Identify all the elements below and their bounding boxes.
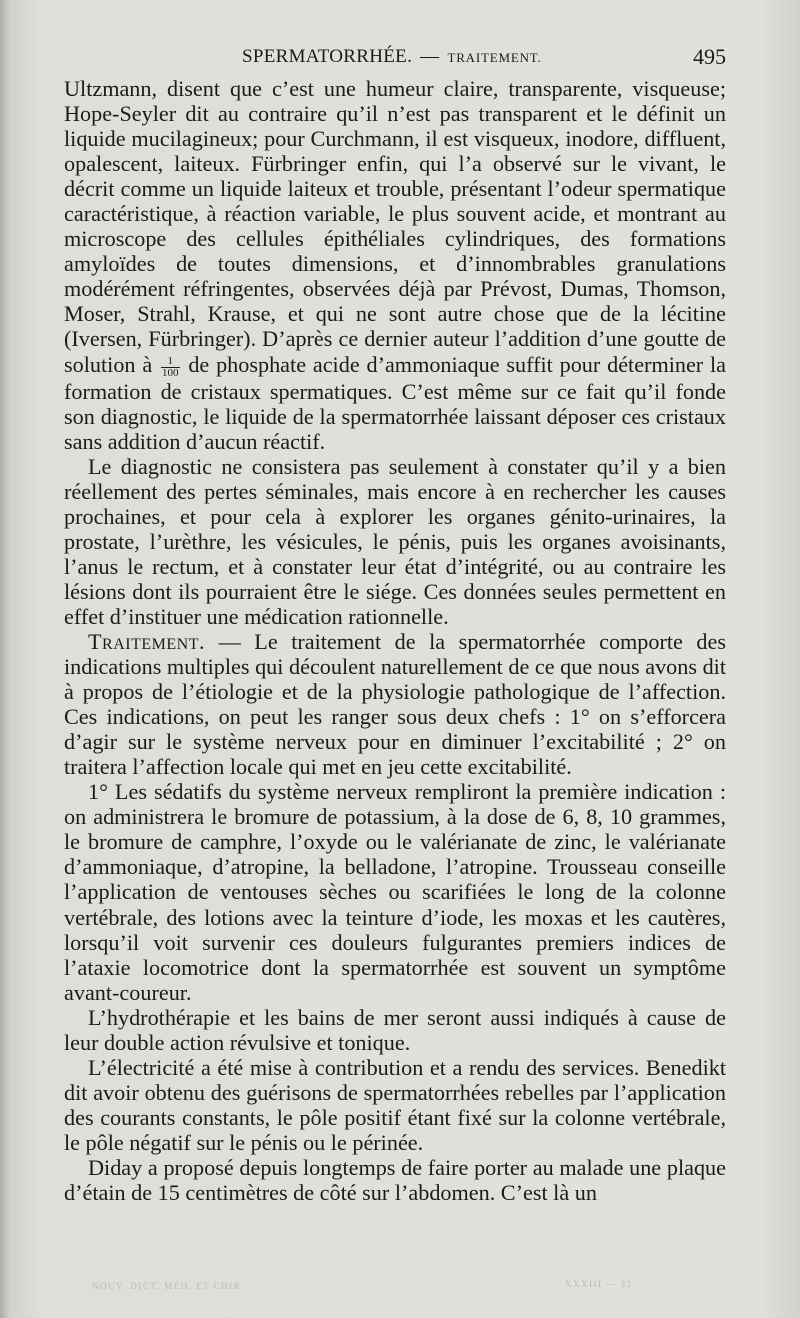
fraction-numerator: 1 <box>161 356 180 368</box>
paragraph-7: Diday a proposé depuis longtemps de faire porter au malade une plaque d’étain de 15 centimètres de côté sur l’abdomen. C’est là un <box>64 1154 726 1206</box>
fraction-one-hundredth <box>161 356 180 379</box>
running-title-sub: TRAITEMENT. <box>447 50 542 65</box>
paragraph-2: Le diagnostic ne consistera pas seulement à constater qu’il y a bien réellement des pertes séminales, mais encore à en rechercher les causes prochaines, et pour cela à explorer les organes génito-urinaires, la prostate, l’urèthre, les vésicules, le pénis, puis les organes avoisinants, l’anus le rectum, et à constater leur état d’intégrité, ou au contraire les lésions dont ils pourraient être le siége. Ces données seules permettent en effet d’instituer une médication rationnelle. <box>64 453 726 629</box>
body-text <box>64 76 726 1205</box>
fraction-denominator: 100 <box>162 366 179 379</box>
paragraph-3-text: — Le traitement de la spermatorrhée comporte des indications multiples qui découlent naturellement de ce que nous avons dit à propos de l’étiologie et de la physiologie pathologique de l’affection. Ces indications, on peut les ranger sous deux chefs : 1° on s’efforcera d’agir sur le système nerveux pour en diminuer l’excitabilité ; 2° on traitera l’affection locale qui met en jeu cette excitabilité. <box>64 628 726 780</box>
running-title-dash: — <box>420 46 440 67</box>
paragraph-1-text-b: de phosphate acide d’ammoniaque suffit pour déterminer la formation de cristaux spermatiques. C’est même sur ce fait qu’il fonde son diagnostic, le liquide de la spermatorrhée laissant déposer ces cristaux sans addition d’aucun réactif. <box>64 351 727 454</box>
section-heading-traitement: Traitement. <box>88 628 206 654</box>
running-title <box>242 46 542 68</box>
paragraph-4: 1° Les sédatifs du système nerveux rempliront la première indication : on administrera le bromure de potassium, à la dose de 6, 8, 10 grammes, le bromure de camphre, l’oxyde ou le valérianate de zinc, le valérianate d’ammoniaque, d’atropine, la belladone, l’atropine. Trousseau conseille l’application de ventouses sèches ou scarifiées le long de la colonne vertébrale, des lotions avec la teinture d’iode, les moxas et les cautères, lorsqu’il voit survenir ces douleurs fulgurantes premiers indices de l’ataxie locomotrice dont la spermatorrhée est souvent un symptôme avant-coureur. <box>64 779 726 1005</box>
paragraph-5: L’hydrothérapie et les bains de mer seront aussi indiqués à cause de leur double action révulsive et tonique. <box>64 1004 726 1055</box>
sheet-mark: XXXIII — 32 <box>565 1279 633 1289</box>
paragraph-6: L’électricité a été mise à contribution et a rendu des services. Benedikt dit avoir obtenu des guérisons de spermatorrhées rebelles par l’application des courants constants, le pôle positif étant fixé sur la colonne vertébrale, le pôle négatif sur le pénis ou le périnée. <box>64 1054 726 1155</box>
paragraph-1 <box>64 76 726 454</box>
page-header <box>64 44 726 74</box>
printer-signature: NOUV. DICT. MÉD. ET CHIR. <box>92 1281 246 1291</box>
running-title-main: SPERMATORRHÉE. <box>242 46 413 67</box>
page-number: 495 <box>693 44 726 69</box>
paragraph-1-text-a: Ultzmann, disent que c’est une humeur claire, transparente, visqueuse; Hope-Seyler dit au contraire qu’il n’est pas transparent et le définit un liquide mucilagineux; pour Curchmann, il est visqueux, inodore, diffluent, opalescent, laiteux. Fürbringer enfin, qui l’a observé sur le vivant, le décrit comme un liquide laiteux et trouble, présentant l’odeur spermatique caractéristique, à réaction variable, le plus souvent acide, et montrant au microscope des cellules épithéliales cylindriques, des formations amyloïdes de toutes dimensions, et d’innombrables granulations modérément réfringentes, observées déjà par Prévost, Dumas, Thomson, Moser, Strahl, Krause, et qui ne sont autre chose que de la lécitine (Iversen, Fürbringer). D’après ce dernier auteur l’addition d’une goutte de solution à <box>64 76 726 377</box>
paragraph-3 <box>64 629 726 779</box>
